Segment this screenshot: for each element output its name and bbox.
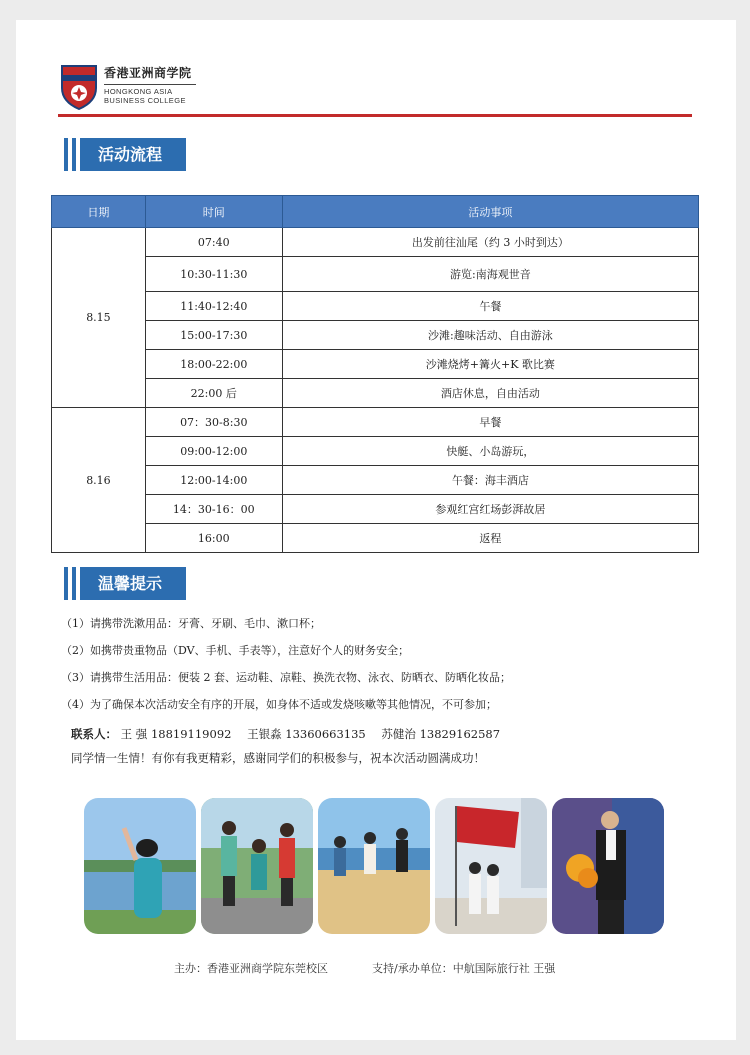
photo-flag-group xyxy=(435,798,547,934)
college-shield-icon xyxy=(60,64,98,110)
time-cell: 16:00 xyxy=(145,524,282,553)
logo-divider xyxy=(104,84,196,85)
section-bar-2 xyxy=(72,138,76,171)
footer-host: 主办：香港亚洲商学院东莞校区 xyxy=(174,962,328,975)
table-row xyxy=(52,257,699,292)
item-cell: 游览:南海观世音 xyxy=(282,257,698,292)
tips-section-title: 温馨提示 xyxy=(80,567,186,600)
item-cell: 参观红宫红场彭湃故居 xyxy=(282,495,698,524)
table-row xyxy=(52,408,699,437)
contact-phone: 18819119092 xyxy=(150,727,232,741)
time-cell: 12:00-14:00 xyxy=(145,466,282,495)
college-name-en-2: BUSINESS COLLEGE xyxy=(104,96,186,105)
time-cell: 10:30-11:30 xyxy=(145,257,282,292)
photo-beach-jump xyxy=(318,798,430,934)
photo-award-flowers xyxy=(552,798,664,934)
table-header-row xyxy=(52,196,699,228)
contact-name: 王 强 xyxy=(120,727,148,741)
tips-section-header xyxy=(64,567,186,600)
time-cell: 09:00-12:00 xyxy=(145,437,282,466)
photo-strip xyxy=(84,798,669,934)
contact-phone: 13829162587 xyxy=(419,727,501,741)
schedule-section-header xyxy=(64,138,186,171)
tip-item: （4）为了确保本次活动安全有序的开展，如身体不适或发烧咳嗽等其他情况，不可参加； xyxy=(61,698,497,711)
item-cell: 返程 xyxy=(282,524,698,553)
tip-item: （3）请携带生活用品：便装 2 套、运动鞋、凉鞋、换洗衣物、泳衣、防晒衣、防晒化妆品； xyxy=(61,671,511,684)
college-name-en-1: HONGKONG ASIA xyxy=(104,87,173,96)
contact-phone: 13360663135 xyxy=(285,727,366,741)
time-cell: 07：30-8:30 xyxy=(145,408,282,437)
document-page xyxy=(16,20,736,1040)
schedule-section-title: 活动流程 xyxy=(80,138,186,171)
date-cell: 8.16 xyxy=(52,408,146,553)
item-cell: 沙滩烧烤+篝火+K 歌比赛 xyxy=(282,350,698,379)
college-name-cn: 香港亚洲商学院 xyxy=(104,66,192,80)
footer-support: 支持/承办单位：中航国际旅行社 王强 xyxy=(372,962,556,975)
table-row xyxy=(52,524,699,553)
time-cell: 15:00-17:30 xyxy=(145,321,282,350)
section-bar-1 xyxy=(64,138,68,171)
tips-list xyxy=(61,610,511,718)
contact-name: 王银淼 xyxy=(247,727,282,741)
tip-item: （2）如携带贵重物品（DV、手机、手表等），注意好个人的财务安全； xyxy=(61,644,410,657)
contact-line xyxy=(71,722,500,746)
college-logo xyxy=(60,64,196,110)
section-bar-2 xyxy=(72,567,76,600)
item-cell: 午餐：海丰酒店 xyxy=(282,466,698,495)
time-cell: 18:00-22:00 xyxy=(145,350,282,379)
item-cell: 出发前往汕尾（约 3 小时到达） xyxy=(282,228,698,257)
table-row xyxy=(52,466,699,495)
table-row xyxy=(52,437,699,466)
item-cell: 早餐 xyxy=(282,408,698,437)
table-row xyxy=(52,292,699,321)
table-row xyxy=(52,495,699,524)
header-divider xyxy=(58,114,692,117)
item-cell: 酒店休息，自由活动 xyxy=(282,379,698,408)
photo-group-dance xyxy=(201,798,313,934)
item-cell: 午餐 xyxy=(282,292,698,321)
col-header-date: 日期 xyxy=(52,196,146,228)
table-row xyxy=(52,321,699,350)
tip-item: （1）请携带洗漱用品：牙膏、牙刷、毛巾、漱口杯； xyxy=(61,617,321,630)
schedule-table xyxy=(51,195,699,553)
photo-lakeside xyxy=(84,798,196,934)
time-cell: 22:00 后 xyxy=(145,379,282,408)
col-header-item: 活动事项 xyxy=(282,196,698,228)
item-cell: 快艇、小岛游玩， xyxy=(282,437,698,466)
contact-block xyxy=(71,722,500,770)
table-row xyxy=(52,379,699,408)
date-cell: 8.15 xyxy=(52,228,146,408)
closing-message: 同学情一生情！有你有我更精彩，感谢同学们的积极参与，祝本次活动圆满成功！ xyxy=(71,751,485,765)
contact-name: 苏健治 xyxy=(381,727,416,741)
table-row xyxy=(52,228,699,257)
time-cell: 11:40-12:40 xyxy=(145,292,282,321)
time-cell: 14：30-16：00 xyxy=(145,495,282,524)
section-bar-1 xyxy=(64,567,68,600)
contact-label: 联系人： xyxy=(71,727,117,741)
col-header-time: 时间 xyxy=(145,196,282,228)
time-cell: 07:40 xyxy=(145,228,282,257)
table-row xyxy=(52,350,699,379)
item-cell: 沙滩:趣味活动、自由游泳 xyxy=(282,321,698,350)
